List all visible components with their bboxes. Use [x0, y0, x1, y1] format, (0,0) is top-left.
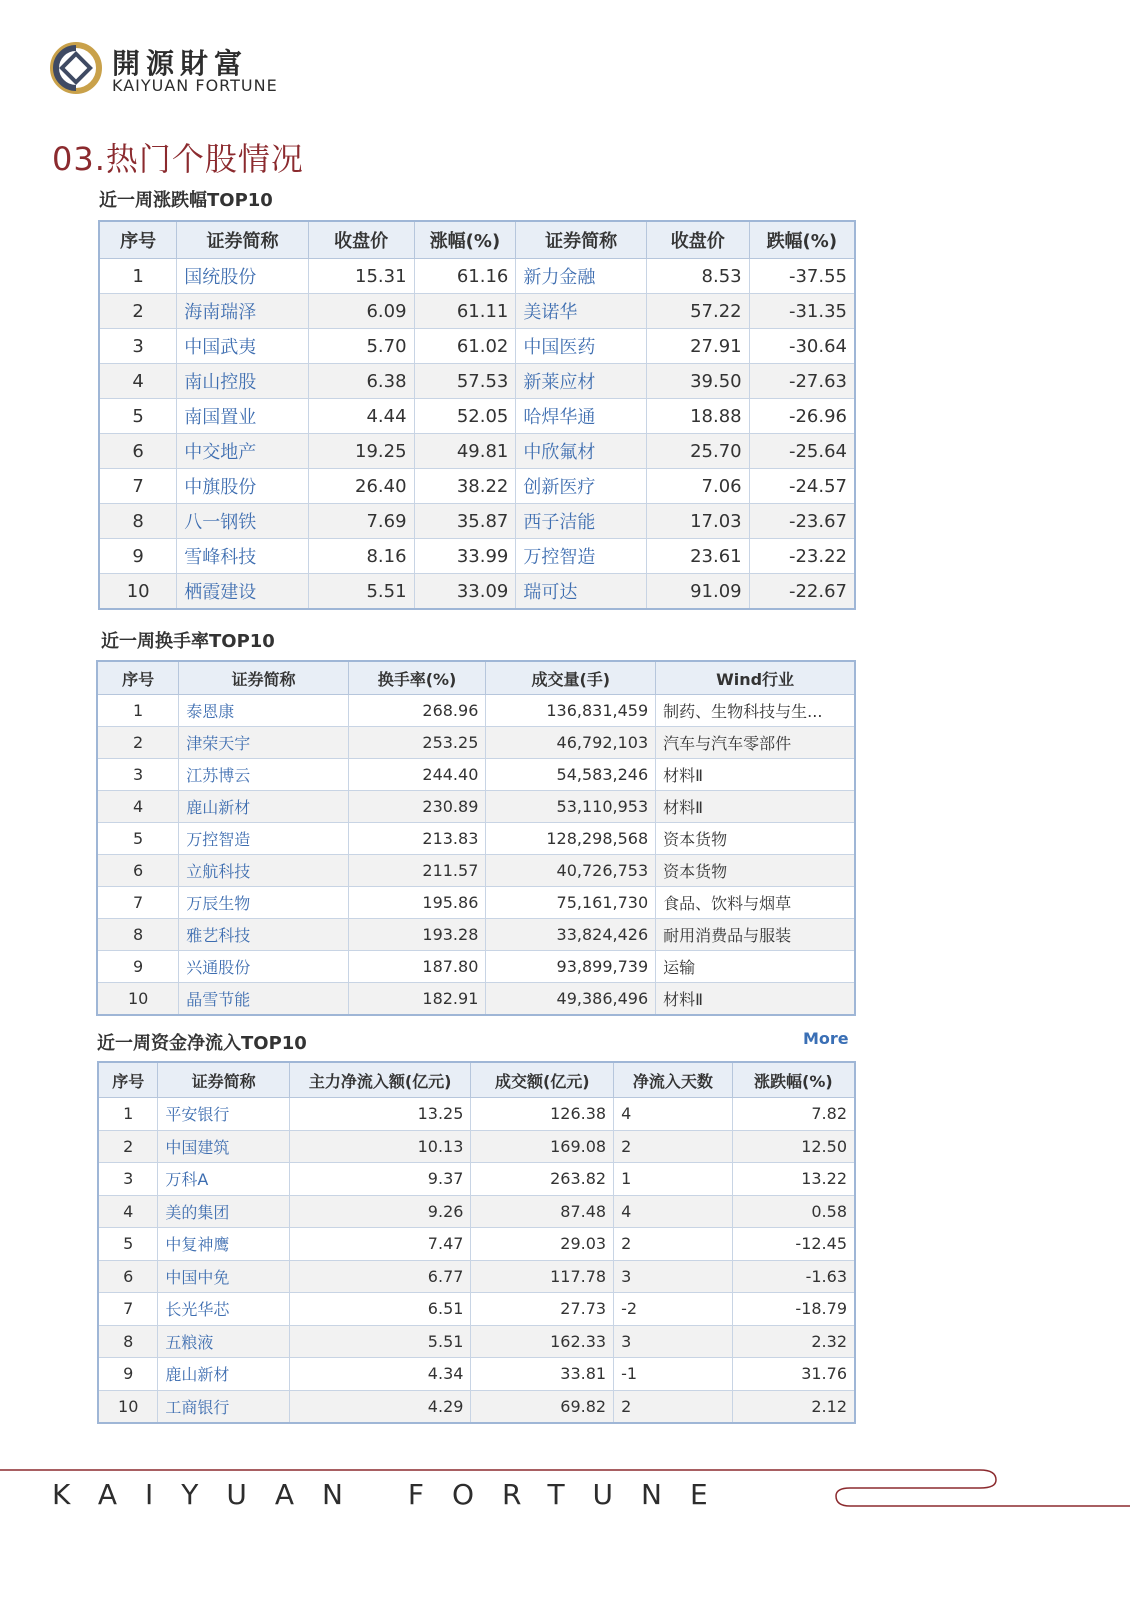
table-cell: 2 — [99, 294, 177, 329]
table-cell: 资本货物 — [656, 855, 855, 887]
table-cell: 7 — [99, 469, 177, 504]
table-cell: 耐用消费品与服装 — [656, 919, 855, 951]
column-header: 跌幅(%) — [749, 221, 855, 259]
stock-name-link[interactable]: 中国医药 — [516, 329, 646, 364]
stock-name-link[interactable]: 中国建筑 — [158, 1130, 290, 1163]
table-cell: 10 — [98, 1390, 158, 1423]
column-header: 序号 — [98, 1062, 158, 1098]
table-cell: 5.70 — [308, 329, 414, 364]
table-row — [99, 434, 855, 469]
table-cell: 4.34 — [289, 1358, 470, 1391]
table-cell: 1 — [99, 259, 177, 294]
table-cell: 75,161,730 — [486, 887, 656, 919]
table-cell: 3 — [97, 759, 179, 791]
more-link[interactable]: More — [803, 1029, 849, 1048]
table-cell: 126.38 — [471, 1098, 614, 1131]
table-cell: 213.83 — [348, 823, 486, 855]
stock-name-link[interactable]: 瑞可达 — [516, 574, 646, 610]
table-cell: -18.79 — [732, 1293, 855, 1326]
table-cell: 4 — [99, 364, 177, 399]
column-header: 涨跌幅(%) — [732, 1062, 855, 1098]
table-cell: 7 — [97, 887, 179, 919]
table-cell: 材料Ⅱ — [656, 983, 855, 1016]
table-cell: 6.09 — [308, 294, 414, 329]
table-cell: 7.06 — [646, 469, 749, 504]
footer-brand-text: KAIYUAN FORTUNE — [52, 1478, 736, 1511]
table-cell: 33.99 — [414, 539, 516, 574]
table-cell: 26.40 — [308, 469, 414, 504]
table-cell: 8 — [99, 504, 177, 539]
stock-name-link[interactable]: 中复神鹰 — [158, 1228, 290, 1261]
column-header: 收盘价 — [646, 221, 749, 259]
table-cell: 263.82 — [471, 1163, 614, 1196]
table-cell: 35.87 — [414, 504, 516, 539]
table-row — [98, 1260, 855, 1293]
column-header: 净流入天数 — [614, 1062, 733, 1098]
table-cell: 10 — [97, 983, 179, 1016]
table-cell: 7.82 — [732, 1098, 855, 1131]
table-cell: 6 — [97, 855, 179, 887]
table-cell: 7.47 — [289, 1228, 470, 1261]
stock-name-link[interactable]: 海南瑞泽 — [177, 294, 308, 329]
stock-name-link[interactable]: 工商银行 — [158, 1390, 290, 1423]
table-cell: 33.81 — [471, 1358, 614, 1391]
table-cell: 7.69 — [308, 504, 414, 539]
table-row — [98, 1293, 855, 1326]
stock-name-link[interactable]: 江苏博云 — [179, 759, 348, 791]
stock-name-link[interactable]: 中欣氟材 — [516, 434, 646, 469]
table-cell: -2 — [614, 1293, 733, 1326]
table-cell: 54,583,246 — [486, 759, 656, 791]
table-cell: 3 — [614, 1260, 733, 1293]
table-row — [97, 695, 855, 727]
stock-name-link[interactable]: 美的集团 — [158, 1195, 290, 1228]
table-cell: 162.33 — [471, 1325, 614, 1358]
column-header: 涨幅(%) — [414, 221, 516, 259]
table-cell: -24.57 — [749, 469, 855, 504]
table-cell: 2.32 — [732, 1325, 855, 1358]
table-cell: 27.73 — [471, 1293, 614, 1326]
table-cell: 46,792,103 — [486, 727, 656, 759]
table-cell: 23.61 — [646, 539, 749, 574]
table-header-row — [99, 221, 855, 259]
table-cell: 8.16 — [308, 539, 414, 574]
turnover-top10-table — [96, 660, 856, 1016]
table-cell: 6.38 — [308, 364, 414, 399]
stock-name-link[interactable]: 万控智造 — [179, 823, 348, 855]
table-cell: 4 — [97, 791, 179, 823]
stock-name-link[interactable]: 五粮液 — [158, 1325, 290, 1358]
table-cell: 49,386,496 — [486, 983, 656, 1016]
table-cell: 87.48 — [471, 1195, 614, 1228]
table-cell: 4.44 — [308, 399, 414, 434]
stock-name-link[interactable]: 国统股份 — [177, 259, 308, 294]
table-cell: 运输 — [656, 951, 855, 983]
table-cell: 4 — [614, 1195, 733, 1228]
section-title-change-top10: 近一周涨跌幅TOP10 — [99, 190, 273, 211]
table-cell: 69.82 — [471, 1390, 614, 1423]
stock-name-link[interactable]: 西子洁能 — [516, 504, 646, 539]
brand-name-en: KAIYUAN FORTUNE — [112, 76, 278, 95]
stock-name-link[interactable]: 立航科技 — [179, 855, 348, 887]
stock-name-link[interactable]: 中国中免 — [158, 1260, 290, 1293]
stock-name-link[interactable]: 津荣天宇 — [179, 727, 348, 759]
table-cell: 8 — [98, 1325, 158, 1358]
table-row — [97, 887, 855, 919]
stock-name-link[interactable]: 新力金融 — [516, 259, 646, 294]
table-cell: 5 — [97, 823, 179, 855]
stock-name-link[interactable]: 雅艺科技 — [179, 919, 348, 951]
table-cell: 244.40 — [348, 759, 486, 791]
table-cell: 15.31 — [308, 259, 414, 294]
stock-name-link[interactable]: 长光华芯 — [158, 1293, 290, 1326]
table-row — [97, 759, 855, 791]
table-cell: 4 — [614, 1098, 733, 1131]
table-cell: 8 — [97, 919, 179, 951]
table-cell: 3 — [99, 329, 177, 364]
table-cell: -23.22 — [749, 539, 855, 574]
table-cell: 5 — [99, 399, 177, 434]
table-cell: -23.67 — [749, 504, 855, 539]
stock-name-link[interactable]: 万控智造 — [516, 539, 646, 574]
table-row — [97, 983, 855, 1016]
table-cell: -25.64 — [749, 434, 855, 469]
brand-logo — [50, 40, 310, 100]
table-row — [98, 1358, 855, 1391]
table-cell: -31.35 — [749, 294, 855, 329]
table-cell: 38.22 — [414, 469, 516, 504]
table-cell: 4 — [98, 1195, 158, 1228]
stock-name-link[interactable]: 南山控股 — [177, 364, 308, 399]
table-cell: 8.53 — [646, 259, 749, 294]
table-cell: 25.70 — [646, 434, 749, 469]
page-title: 03.热门个股情况 — [52, 140, 304, 178]
table-cell: 9.37 — [289, 1163, 470, 1196]
table-cell: 1 — [97, 695, 179, 727]
table-cell: 169.08 — [471, 1130, 614, 1163]
table-cell: -22.67 — [749, 574, 855, 610]
section-title-turnover-top10: 近一周换手率TOP10 — [101, 631, 275, 652]
table-cell: 2 — [614, 1228, 733, 1261]
table-cell: 10.13 — [289, 1130, 470, 1163]
column-header: 序号 — [97, 661, 179, 695]
column-header: 主力净流入额(亿元) — [289, 1062, 470, 1098]
stock-name-link[interactable]: 哈焊华通 — [516, 399, 646, 434]
table-cell: 9 — [97, 951, 179, 983]
column-header: 序号 — [99, 221, 177, 259]
table-row — [98, 1325, 855, 1358]
table-cell: 9 — [99, 539, 177, 574]
inflow-top10-table — [97, 1061, 856, 1424]
table-cell: 268.96 — [348, 695, 486, 727]
table-row — [99, 504, 855, 539]
stock-name-link[interactable]: 泰恩康 — [179, 695, 348, 727]
column-header: 证券简称 — [179, 661, 348, 695]
table-cell: 93,899,739 — [486, 951, 656, 983]
table-cell: 资本货物 — [656, 823, 855, 855]
table-cell: 汽车与汽车零部件 — [656, 727, 855, 759]
table-cell: 29.03 — [471, 1228, 614, 1261]
table-cell: -26.96 — [749, 399, 855, 434]
table-cell: 3 — [98, 1163, 158, 1196]
table-cell: 136,831,459 — [486, 695, 656, 727]
table-cell: -30.64 — [749, 329, 855, 364]
table-cell: 5 — [98, 1228, 158, 1261]
column-header: 成交额(亿元) — [471, 1062, 614, 1098]
column-header: Wind行业 — [656, 661, 855, 695]
table-row — [99, 294, 855, 329]
stock-name-link[interactable]: 兴通股份 — [179, 951, 348, 983]
table-cell: -1.63 — [732, 1260, 855, 1293]
table-cell: 230.89 — [348, 791, 486, 823]
table-row — [97, 919, 855, 951]
table-cell: 40,726,753 — [486, 855, 656, 887]
stock-name-link[interactable]: 雪峰科技 — [177, 539, 308, 574]
table-cell: 91.09 — [646, 574, 749, 610]
table-row — [99, 364, 855, 399]
table-row — [98, 1390, 855, 1423]
table-cell: 4.29 — [289, 1390, 470, 1423]
table-cell: 17.03 — [646, 504, 749, 539]
column-header: 成交量(手) — [486, 661, 656, 695]
table-cell: 187.80 — [348, 951, 486, 983]
table-cell: 1 — [98, 1098, 158, 1131]
column-header: 证券简称 — [158, 1062, 290, 1098]
table-cell: 2 — [614, 1390, 733, 1423]
table-row — [99, 469, 855, 504]
table-row — [98, 1228, 855, 1261]
table-cell: 6.77 — [289, 1260, 470, 1293]
table-cell: 13.22 — [732, 1163, 855, 1196]
table-cell: 2 — [614, 1130, 733, 1163]
table-cell: 19.25 — [308, 434, 414, 469]
table-cell: 253.25 — [348, 727, 486, 759]
table-cell: 制药、生物科技与生... — [656, 695, 855, 727]
table-header-row — [97, 661, 855, 695]
table-cell: 52.05 — [414, 399, 516, 434]
table-cell: 5.51 — [289, 1325, 470, 1358]
stock-name-link[interactable]: 中旗股份 — [177, 469, 308, 504]
table-cell: 182.91 — [348, 983, 486, 1016]
table-cell: 18.88 — [646, 399, 749, 434]
table-cell: 193.28 — [348, 919, 486, 951]
table-cell: 57.22 — [646, 294, 749, 329]
column-header: 证券简称 — [516, 221, 646, 259]
table-header-row — [98, 1062, 855, 1098]
stock-name-link[interactable]: 鹿山新材 — [179, 791, 348, 823]
table-cell: 27.91 — [646, 329, 749, 364]
change-top10-table — [98, 220, 856, 610]
table-cell: 2 — [97, 727, 179, 759]
table-cell: 7 — [98, 1293, 158, 1326]
table-cell: 39.50 — [646, 364, 749, 399]
stock-name-link[interactable]: 晶雪节能 — [179, 983, 348, 1016]
table-cell: 0.58 — [732, 1195, 855, 1228]
table-cell: 117.78 — [471, 1260, 614, 1293]
table-row — [97, 951, 855, 983]
table-row — [97, 823, 855, 855]
table-cell: 6 — [99, 434, 177, 469]
stock-name-link[interactable]: 万辰生物 — [179, 887, 348, 919]
table-cell: 2.12 — [732, 1390, 855, 1423]
table-row — [98, 1163, 855, 1196]
stock-name-link[interactable]: 中国武夷 — [177, 329, 308, 364]
table-cell: 61.02 — [414, 329, 516, 364]
table-cell: 食品、饮料与烟草 — [656, 887, 855, 919]
table-row — [99, 539, 855, 574]
stock-name-link[interactable]: 万科A — [158, 1163, 290, 1196]
kaiyuan-logo-icon — [50, 42, 102, 94]
table-cell: 61.16 — [414, 259, 516, 294]
table-row — [99, 259, 855, 294]
table-cell: 12.50 — [732, 1130, 855, 1163]
table-cell: 33,824,426 — [486, 919, 656, 951]
table-row — [97, 855, 855, 887]
table-cell: -12.45 — [732, 1228, 855, 1261]
table-row — [99, 574, 855, 610]
table-cell: 10 — [99, 574, 177, 610]
stock-name-link[interactable]: 栖霞建设 — [177, 574, 308, 610]
table-row — [97, 791, 855, 823]
table-cell: 材料Ⅱ — [656, 759, 855, 791]
section-title-inflow-top10: 近一周资金净流入TOP10 — [97, 1033, 307, 1054]
table-cell: 33.09 — [414, 574, 516, 610]
table-cell: 材料Ⅱ — [656, 791, 855, 823]
table-cell: 6 — [98, 1260, 158, 1293]
column-header: 收盘价 — [308, 221, 414, 259]
table-cell: 61.11 — [414, 294, 516, 329]
table-cell: 9.26 — [289, 1195, 470, 1228]
table-row — [98, 1195, 855, 1228]
stock-name-link[interactable]: 平安银行 — [158, 1098, 290, 1131]
table-cell: 195.86 — [348, 887, 486, 919]
stock-name-link[interactable]: 鹿山新材 — [158, 1358, 290, 1391]
table-cell: -27.63 — [749, 364, 855, 399]
table-row — [99, 329, 855, 364]
table-cell: -37.55 — [749, 259, 855, 294]
brand-name-cn: 開源財富 — [112, 47, 249, 80]
table-cell: 31.76 — [732, 1358, 855, 1391]
table-cell: 13.25 — [289, 1098, 470, 1131]
table-cell: 128,298,568 — [486, 823, 656, 855]
stock-name-link[interactable]: 新莱应材 — [516, 364, 646, 399]
table-cell: 3 — [614, 1325, 733, 1358]
column-header: 证券简称 — [177, 221, 308, 259]
table-cell: 53,110,953 — [486, 791, 656, 823]
table-cell: 2 — [98, 1130, 158, 1163]
column-header: 换手率(%) — [348, 661, 486, 695]
stock-name-link[interactable]: 美诺华 — [516, 294, 646, 329]
table-cell: 5.51 — [308, 574, 414, 610]
table-cell: 49.81 — [414, 434, 516, 469]
table-row — [97, 727, 855, 759]
stock-name-link[interactable]: 创新医疗 — [516, 469, 646, 504]
table-cell: 9 — [98, 1358, 158, 1391]
table-cell: 57.53 — [414, 364, 516, 399]
table-cell: 6.51 — [289, 1293, 470, 1326]
stock-name-link[interactable]: 中交地产 — [177, 434, 308, 469]
table-row — [98, 1130, 855, 1163]
table-cell: -1 — [614, 1358, 733, 1391]
stock-name-link[interactable]: 八一钢铁 — [177, 504, 308, 539]
table-row — [99, 399, 855, 434]
table-cell: 211.57 — [348, 855, 486, 887]
table-row — [98, 1098, 855, 1131]
table-cell: 1 — [614, 1163, 733, 1196]
stock-name-link[interactable]: 南国置业 — [177, 399, 308, 434]
